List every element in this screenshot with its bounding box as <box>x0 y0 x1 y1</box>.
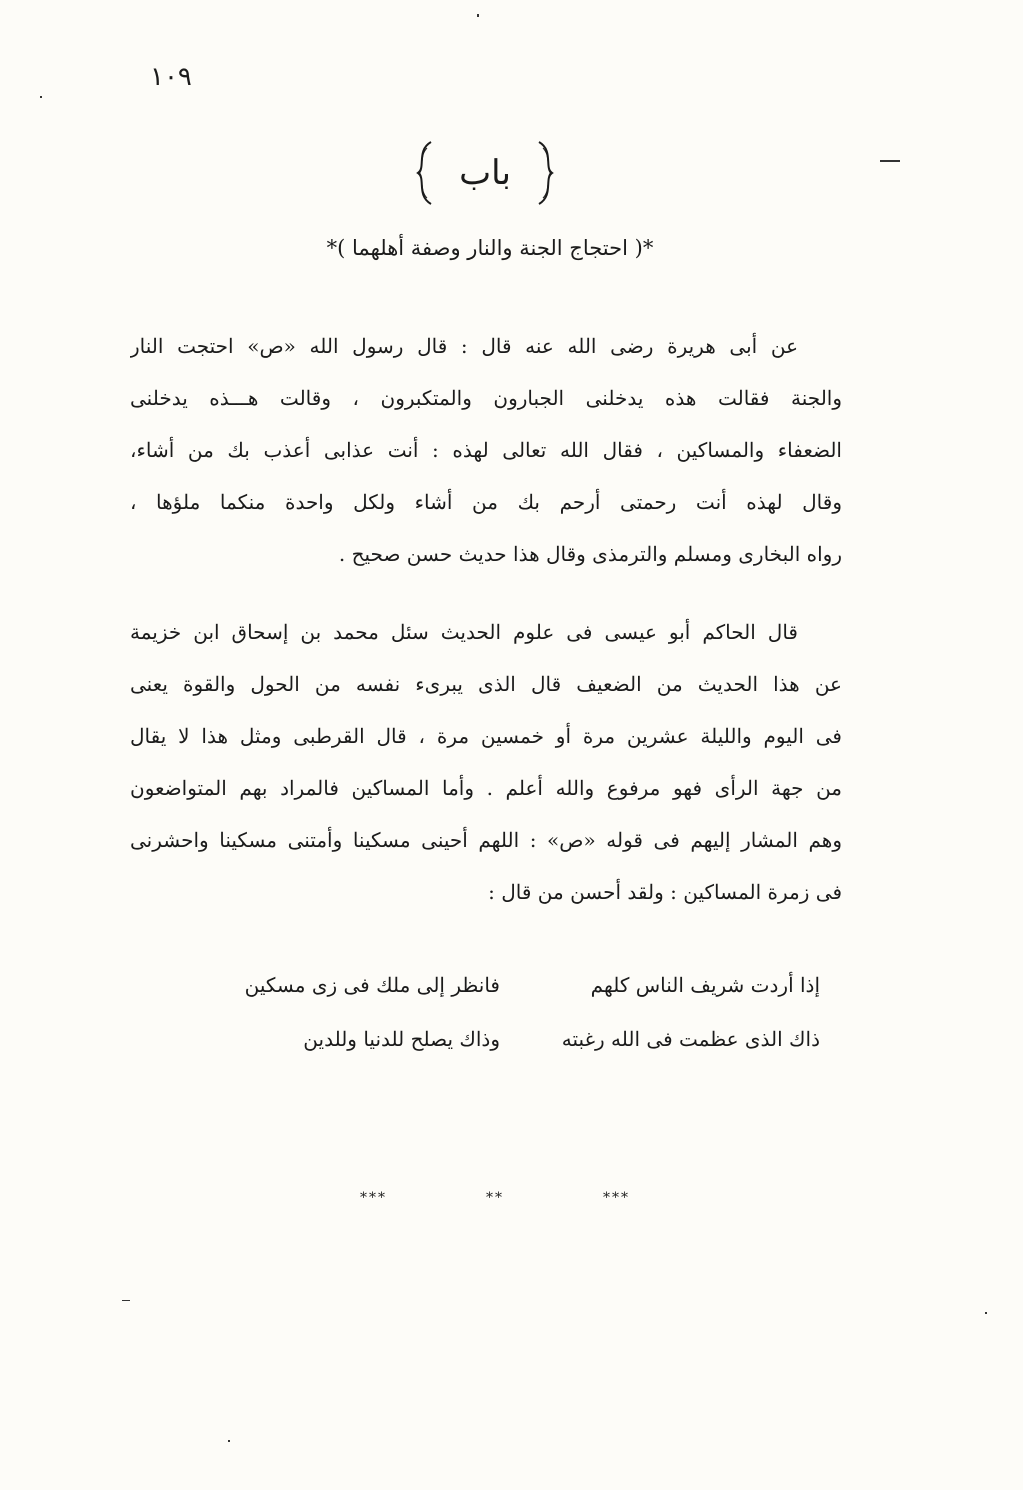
text-line: وقال لهذه أنت رحمتى أرحم بك من أشاء ولكل واحدة منكما ملؤها ، <box>130 490 842 514</box>
chapter-title: باب <box>459 153 511 193</box>
hadith-paragraph <box>130 320 842 580</box>
scan-speck <box>228 1440 230 1442</box>
scan-speck <box>40 96 42 98</box>
right-ornamental-bracket-icon <box>535 140 557 206</box>
text-line: رواه البخارى ومسلم والترمذى وقال هذا حديث حسن صحيح . <box>338 542 842 566</box>
text-line: الضعفاء والمساكين ، فقال الله تعالى لهذه : أنت عذابى أعذب بك من أشاء، <box>130 438 842 462</box>
text-line: فى اليوم والليلة عشرين مرة أو خمسين مرة ، قال القرطبى ومثل هذا لا يقال <box>130 724 842 748</box>
section-divider <box>360 1190 630 1206</box>
scan-speck <box>477 14 479 17</box>
left-ornamental-bracket-icon <box>413 140 435 206</box>
poem <box>160 958 820 1066</box>
chapter-subtitle: *( احتجاج الجنة والنار وصفة أهلهما )* <box>326 236 654 260</box>
page-number: ١٠٩ <box>150 62 192 92</box>
verse-first-hemistich: ذاك الذى عظمت فى الله رغبته <box>561 1027 820 1051</box>
text-line: قال الحاكم أبو عيسى فى علوم الحديث سئل محمد بن إسحاق ابن خزيمة <box>130 620 798 644</box>
text-line: من جهة الرأى فهو مرفوع والله أعلم . وأما المساكين فالمراد بهم المتواضعون <box>130 776 842 800</box>
text-line: عن هذا الحديث من الضعيف قال الذى يبرىء نفسه من الحول والقوة يعنى <box>130 672 842 696</box>
scan-speck <box>122 1300 130 1301</box>
text-line: فى زمرة المساكين : ولقد أحسن من قال : <box>488 880 842 904</box>
poem-verse <box>160 958 820 1012</box>
poem-verse <box>160 1012 820 1066</box>
divider-stars-middle: ** <box>486 1190 504 1206</box>
text-line: والجنة فقالت هذه يدخلنى الجبارون والمتكبرون ، وقالت هـــذه يدخلنى <box>130 386 842 410</box>
verse-second-hemistich: فانظر إلى ملك فى زى مسكين <box>244 973 500 997</box>
chapter-title-box <box>405 140 565 206</box>
commentary-paragraph <box>130 606 842 918</box>
divider-stars-right: *** <box>603 1190 630 1206</box>
scan-speck <box>880 160 900 162</box>
text-line: وهم المشار إليهم فى قوله «ص» : اللهم أحينى مسكينا وأمتنى مسكينا واحشرنى <box>130 828 842 852</box>
text-line: عن أبى هريرة رضى الله عنه قال : قال رسول الله «ص» احتجت النار <box>130 334 798 358</box>
verse-first-hemistich: إذا أردت شريف الناس كلهم <box>590 973 820 997</box>
divider-stars-left: *** <box>360 1190 387 1206</box>
verse-second-hemistich: وذاك يصلح للدنيا وللدين <box>303 1027 500 1051</box>
scan-speck <box>985 1312 987 1314</box>
